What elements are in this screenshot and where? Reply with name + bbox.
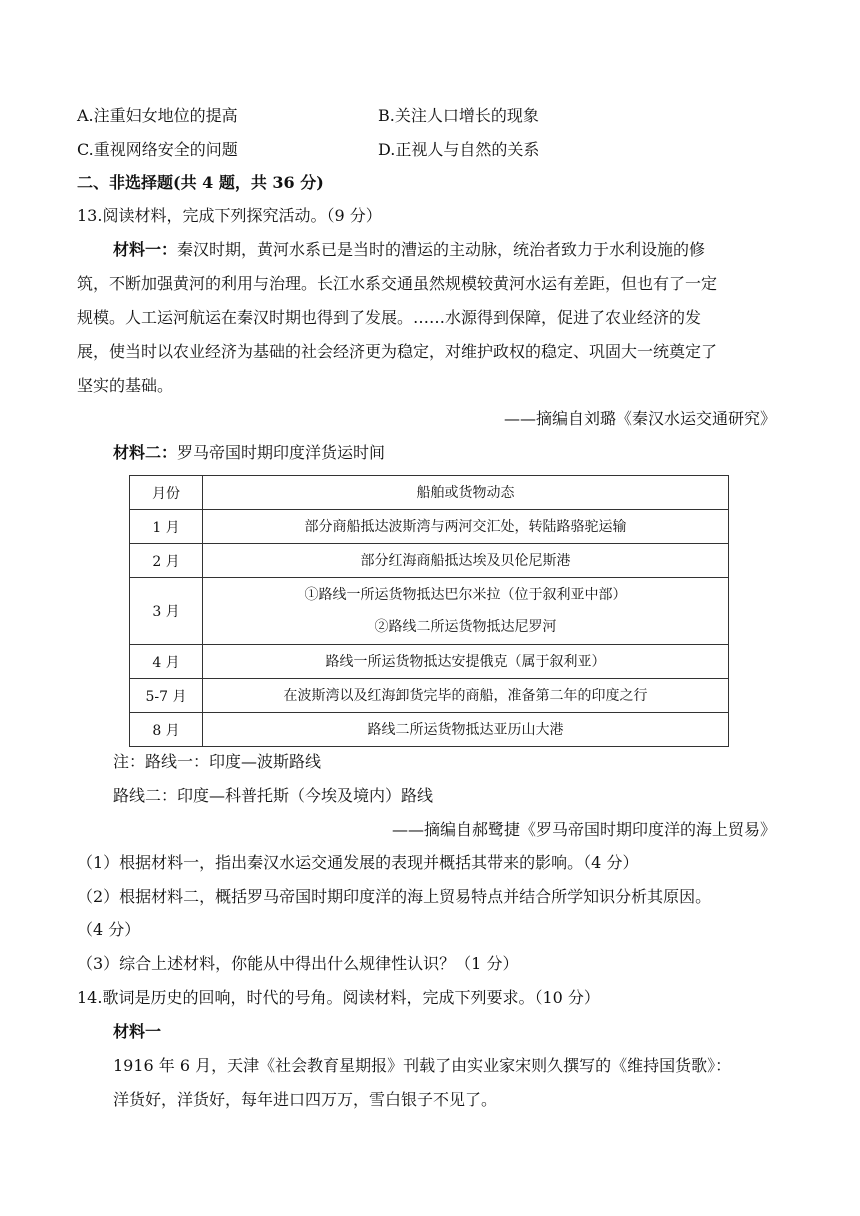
- table-note-2: 路线二：印度—科普托斯（今埃及境内）路线: [113, 786, 434, 805]
- q14-material-1-label: 材料一: [113, 1022, 162, 1041]
- table-row: [130, 544, 729, 578]
- material-1-label: 材料一：: [113, 240, 178, 259]
- table-cell-line: ②路线二所运货物抵达尼罗河: [374, 619, 557, 635]
- material-2-source: ——摘编自郝鹭捷《罗马帝国时期印度洋的海上贸易》: [391, 820, 776, 839]
- question-13-title: 13.阅读材料，完成下列探究活动。（9 分）: [77, 206, 382, 225]
- table-cell-event: 部分商船抵达波斯湾与两河交汇处，转陆路骆驼运输: [203, 510, 729, 544]
- material-1-source: ——摘编自刘璐《秦汉水运交通研究》: [503, 409, 776, 428]
- table-cell-month: 3 月: [130, 578, 203, 645]
- option-c: C.重视网络安全的问题: [77, 140, 238, 159]
- q14-material-line: 1916 年 6 月，天津《社会教育星期报》刊载了由实业家宋则久撰写的《维持国货歌》：: [113, 1056, 732, 1075]
- option-a: A.注重妇女地位的提高: [77, 106, 238, 125]
- table-cell-event: 路线二所运货物抵达亚历山大港: [203, 713, 729, 747]
- table-row: [130, 578, 729, 645]
- table-cell-event: 在波斯湾以及红海卸货完毕的商船，准备第二年的印度之行: [203, 679, 729, 713]
- cargo-schedule-table: [129, 475, 729, 747]
- table-cell-event: [203, 578, 729, 645]
- table-header-cell: 月份: [130, 476, 203, 510]
- material-2-label: 材料二：: [113, 443, 178, 462]
- sub-question-1: （1）根据材料一，指出秦汉水运交通发展的表现并概括其带来的影响。（4 分）: [77, 853, 639, 872]
- option-b: B.关注人口增长的现象: [378, 106, 539, 125]
- section-title: 二、非选择题(共 4 题，共 36 分): [77, 173, 324, 192]
- question-14-title: 14.歌词是历史的回响，时代的号角。阅读材料，完成下列要求。（10 分）: [77, 988, 600, 1007]
- material-2-title: 罗马帝国时期印度洋货运时间: [177, 443, 386, 462]
- table-header-row: [130, 476, 729, 510]
- material-1-text: 秦汉时期，黄河水系已是当时的漕运的主动脉，统治者致力于水利设施的修: [177, 240, 706, 259]
- table-cell-month: 8 月: [130, 713, 203, 747]
- table-cell-month: 2 月: [130, 544, 203, 578]
- q14-material-line: 洋货好，洋货好，每年进口四万万，雪白银子不见了。: [113, 1090, 498, 1109]
- material-1-line: 展，使当时以农业经济为基础的社会经济更为稳定，对维护政权的稳定、巩固大一统奠定了: [77, 342, 718, 361]
- table-cell-line: ①路线一所运货物抵达巴尔米拉（位于叙利亚中部）: [304, 587, 627, 603]
- table-cell-event: 部分红海商船抵达埃及贝伦尼斯港: [203, 544, 729, 578]
- table-header-cell: 船舶或货物动态: [203, 476, 729, 510]
- material-1-line: 规模。人工运河航运在秦汉时期也得到了发展。……水源得到保障，促进了农业经济的发: [77, 308, 702, 327]
- sub-question-3: （3）综合上述材料，你能从中得出什么规律性认识？（1 分）: [77, 954, 519, 973]
- table-cell-month: 1 月: [130, 510, 203, 544]
- option-d: D.正视人与自然的关系: [378, 140, 540, 159]
- table-row: [130, 510, 729, 544]
- material-1-line: 筑，不断加强黄河的利用与治理。长江水系交通虽然规模较黄河水运有差距，但也有了一定: [77, 274, 718, 293]
- table-row: [130, 645, 729, 679]
- material-1-line: 坚实的基础。: [77, 376, 174, 395]
- table-cell-month: 4 月: [130, 645, 203, 679]
- table-cell-event: 路线一所运货物抵达安提俄克（属于叙利亚）: [203, 645, 729, 679]
- material-2-heading: [113, 443, 385, 463]
- sub-question-2-score: （4 分）: [77, 920, 141, 939]
- table-cell-month: 5-7 月: [130, 679, 203, 713]
- material-1-line: [113, 240, 705, 260]
- sub-question-2: （2）根据材料二，概括罗马帝国时期印度洋的海上贸易特点并结合所学知识分析其原因。: [77, 887, 712, 906]
- table-note-1: 注：路线一：印度—波斯路线: [113, 752, 322, 771]
- table-row: [130, 679, 729, 713]
- table-row: [130, 713, 729, 747]
